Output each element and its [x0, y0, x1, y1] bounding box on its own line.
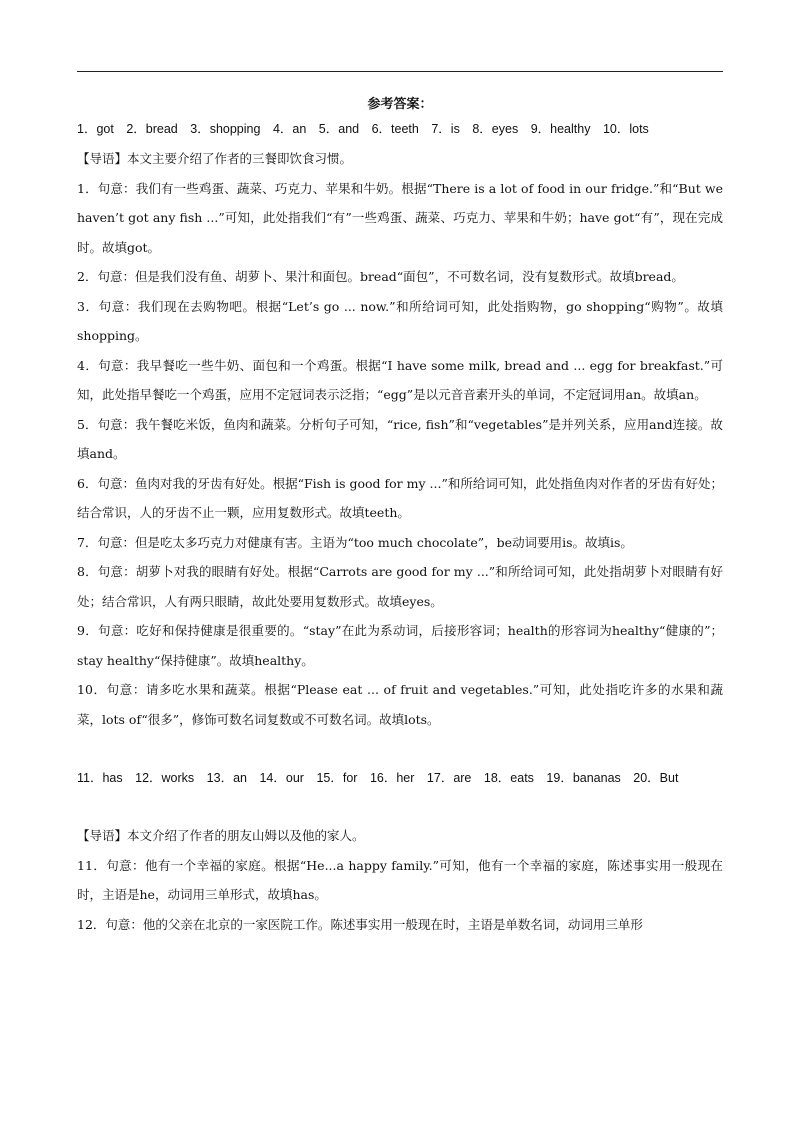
answer-key-1-10: 1．got 2．bread 3．shopping 4．an 5．and 6．teeth 7．is 8．eyes 9．healthy 10．lots [77, 122, 649, 136]
explanation-4: 4．句意：我早餐吃一些牛奶、面包和一个鸡蛋。根据“I have some milk, bread and ... egg for breakfast.”可知，此处指早餐吃一个鸡蛋，应用不定冠词表示泛指；“egg”是以元音音素开头的单词，不定冠词用an。故填an。 [77, 357, 723, 402]
explanation-7: 7．句意：但是吃太多巧克力对健康有害。主语为“too much chocolate”，be动词要用is。故填is。 [77, 534, 633, 550]
answer-key-11-20: 11．has 12．works 13．an 14．our 15．for 16．her 17．are 18．eats 19．bananas 20．But [77, 771, 679, 785]
answer-sheet [77, 95, 723, 939]
explanation-3: 3．句意：我们现在去购物吧。根据“Let’s go ... now.”和所给词可知，此处指购物，go shopping“购物”。故填shopping。 [77, 298, 723, 343]
explanation-9: 9．句意：吃好和保持健康是很重要的。“stay”在此为系动词，后接形容词；health的形容词为healthy“健康的”；stay healthy“保持健康”。故填healthy。 [77, 623, 723, 668]
explanation-5: 5．句意：我午餐吃米饭，鱼肉和蔬菜。分析句子可知，“rice, fish”和“vegetables”是并列关系，应用and连接。故填and。 [77, 416, 723, 461]
explanation-2: 2．句意：但是我们没有鱼、胡萝卜、果汁和面包。bread“面包”，不可数名词，没有复数形式。故填bread。 [77, 269, 684, 284]
explanation-10: 10．句意：请多吃水果和蔬菜。根据“Please eat ... of fruit and vegetables.”可知，此处指吃许多的水果和蔬菜，lots of“很多”，修饰可数名词复数或不可数名词。故填lots。 [77, 682, 723, 727]
explanation-11: 11．句意：他有一个幸福的家庭。根据“He...a happy family.”可知，他有一个幸福的家庭，陈述事实用一般现在时，主语是he，动词用三单形式，故填has。 [77, 857, 723, 902]
section-gap [77, 734, 723, 764]
explanation-1: 1．句意：我们有一些鸡蛋、蔬菜、巧克力、苹果和牛奶。根据“There is a lot of food in our fridge.”和“But we haven’t got any fish ...”可知，此处指我们“有”一些鸡蛋、蔬菜、巧克力、苹果和牛奶；have got“有”，现在完成时。故填got。 [77, 180, 723, 255]
intro-passage-1: 【导语】本文主要介绍了作者的三餐即饮食习惯。 [77, 151, 353, 166]
explanation-6: 6．句意：鱼肉对我的牙齿有好处。根据“Fish is good for my ...”和所给词可知，此处指鱼肉对作者的牙齿有好处；结合常识，人的牙齿不止一颗，应用复数形式。故填teeth。 [77, 475, 723, 520]
intro-passage-2: 【导语】本文介绍了作者的朋友山姆以及他的家人。 [77, 828, 365, 843]
section-gap [77, 793, 723, 821]
header-rule [77, 71, 723, 72]
explanation-8: 8．句意：胡萝卜对我的眼睛有好处。根据“Carrots are good for my ...”和所给词可知，此处指胡萝卜对眼睛有好处；结合常识，人有两只眼睛，故此处要用复数形式。故填eyes。 [77, 564, 723, 609]
page-title: 参考答案： [367, 97, 433, 112]
explanation-12: 12．句意：他的父亲在北京的一家医院工作。陈述事实用一般现在时，主语是单数名词，动词用三单形 [77, 916, 643, 932]
